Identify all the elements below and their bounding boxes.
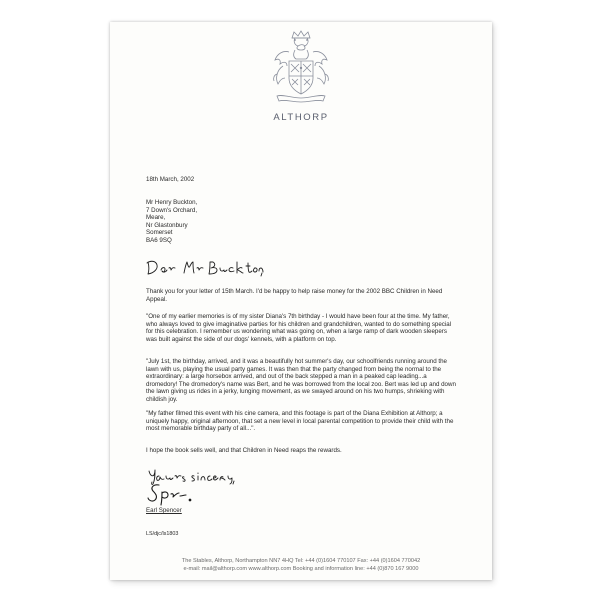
body-paragraph: Thank you for your letter of 15th March. I'd be happy to help raise money for the 2002 BBC Children in Need Appeal. xyxy=(146,288,443,303)
address-line: 7 Down's Orchard, xyxy=(146,206,198,214)
recipient-address xyxy=(146,199,197,245)
handwritten-salutation xyxy=(144,256,264,278)
body-paragraph: "My father filmed this event with his cine camera, and this footage is part of the Diana Exhibition at Althorp; a uniquely happy, original afternoon, that set a new level in local parental competition to provide their child with the most memorable birthday party of all...". xyxy=(146,410,454,433)
address-line: Mr Henry Buckton, xyxy=(146,199,198,206)
body-paragraph: I hope the book sells well, and that Children in Need reaps the rewards. xyxy=(146,447,342,454)
letter-date: 18th March, 2002 xyxy=(146,176,195,183)
address-line: Nr Glastonbury xyxy=(146,221,188,229)
althorp-crest-logo xyxy=(265,28,337,106)
letterhead-brand: ALTHORP xyxy=(273,112,329,123)
letter-reference: LS/djc/ls1803 xyxy=(146,531,179,537)
address-line: Meare, xyxy=(146,214,166,222)
body-paragraph: "July 1st, the birthday, arrived, and it was a beautifully hot summer's day, our schoolfriends running around the lawn with us, playing the usual party games. It was then that the party changed from being the normal to the extraordinary: a large horsebox arrived, and out of the back stepped a man in a peaked cap leading...a dromedory! The dromedory's name was Bert, and he was borrowed from the local zoo. Bert was led up and down the lawn giving us rides in a jerky, lunging movement, as we swayed around on his two humps, shrieking with childish joy. xyxy=(146,358,456,403)
letter-sheet xyxy=(110,22,492,580)
body-paragraph: "One of my earlier memories is of my sister Diana's 7th birthday - I would have been four at the time. My father, who always loved to give imaginative parties for his children and grandchildren, wanted to do something special for this celebration. I remember us wondering what was going on, when a large ramp of dark wooden sleepers was built against the side of our dogs' kennels, with a platform on top. xyxy=(146,313,452,343)
handwritten-signature xyxy=(146,481,198,506)
signatory-name: Earl Spencer xyxy=(146,507,182,514)
address-line: BA6 9SQ xyxy=(146,236,172,244)
address-line: Somerset xyxy=(146,229,173,237)
footer-contact: e-mail: mail@althorp.com www.althorp.com Booking and information line: +44 (0)870 167 9000 xyxy=(183,566,419,572)
footer-address: The Stables, Althorp, Northampton NN7 4HQ Tel: +44 (0)1604 770107 Fax: +44 (0)1604 770042 xyxy=(181,558,421,564)
